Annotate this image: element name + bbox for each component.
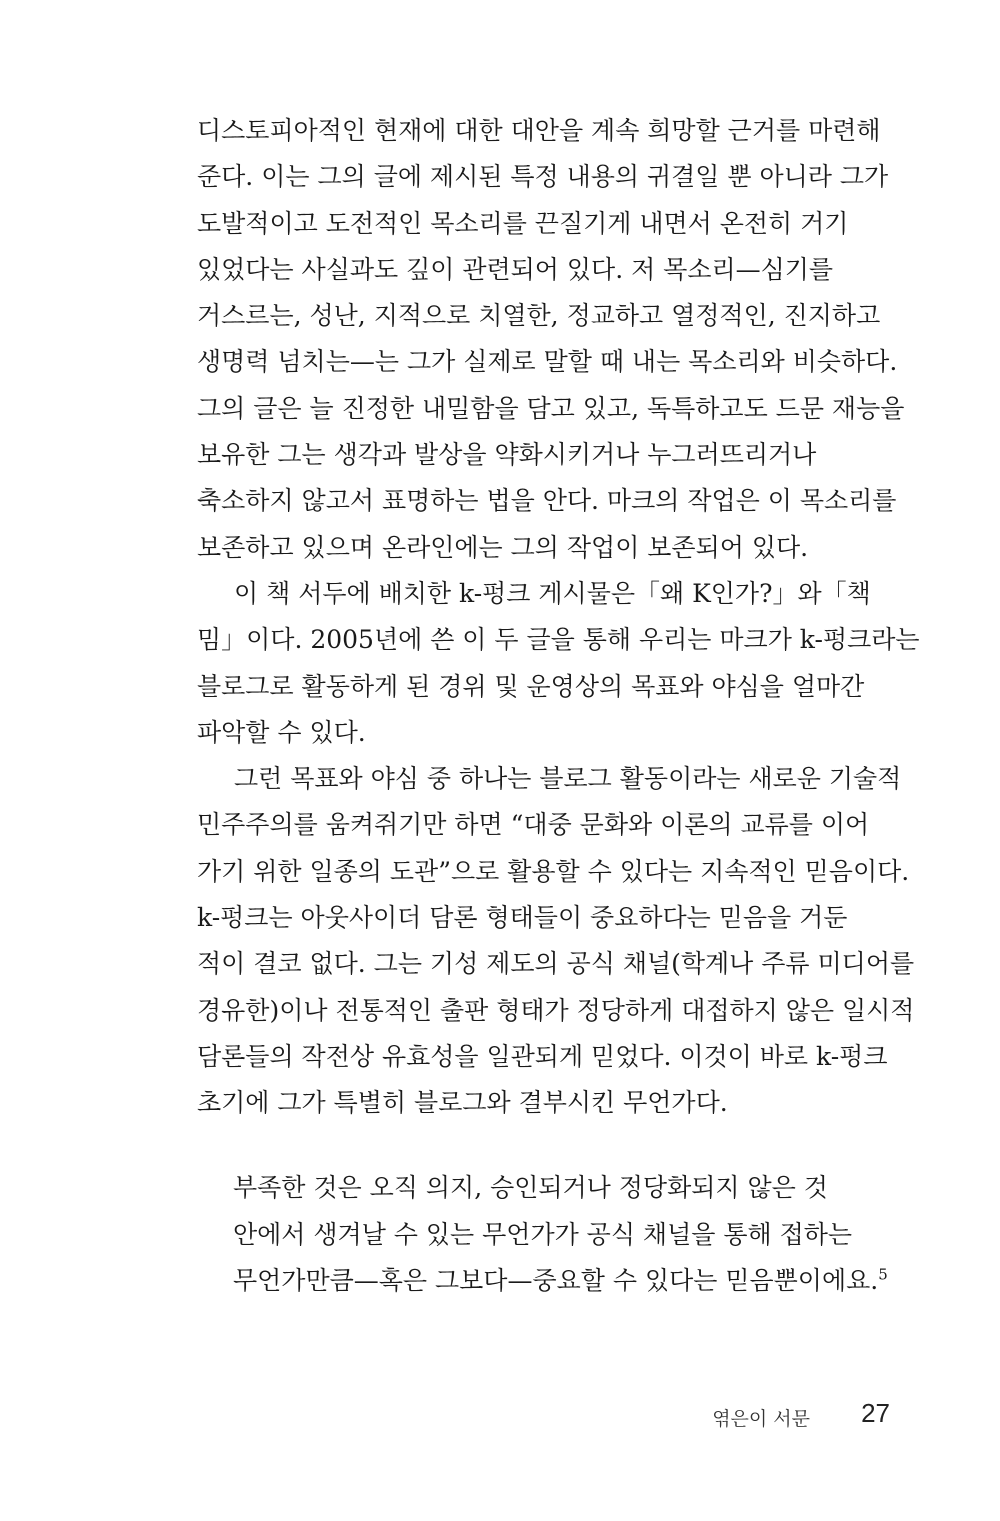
page-footer xyxy=(0,1398,1000,1438)
body-line: 초기에 그가 특별히 블로그와 결부시킨 무언가다. xyxy=(197,1088,728,1118)
body-line: 축소하지 않고서 표명하는 법을 안다. 마크의 작업은 이 목소리를 xyxy=(197,486,897,516)
body-line: 블로그로 활동하게 된 경위 및 운영상의 목표와 야심을 얼마간 xyxy=(197,671,865,701)
body-line: 도발적이고 도전적인 목소리를 끈질기게 내면서 온전히 거기 xyxy=(197,208,849,238)
body-line: 생명력 넘치는—는 그가 실제로 말할 때 내는 목소리와 비슷하다. xyxy=(197,347,898,377)
body-line: 적이 결코 없다. 그는 기성 제도의 공식 채널(학계나 주류 미디어를 xyxy=(197,949,915,979)
body-line: 거스르는, 성난, 지적으로 치열한, 정교하고 열정적인, 진지하고 xyxy=(197,301,881,331)
body-line: 파악할 수 있다. xyxy=(197,717,366,747)
body-line: 가기 위한 일종의 도관”으로 활용할 수 있다는 지속적인 믿음이다. xyxy=(197,856,910,886)
body-line: 경유한)이나 전통적인 출판 형태가 정당하게 대접하지 않은 일시적 xyxy=(197,995,915,1025)
footnote-marker[interactable]: 5 xyxy=(878,1265,888,1284)
body-line: k-펑크는 아웃사이더 담론 형태들이 중요하다는 믿음을 거둔 xyxy=(197,903,848,933)
page-number: 27 xyxy=(861,1398,890,1428)
quote-line: 부족한 것은 오직 의지, 승인되거나 정당화되지 않은 것 xyxy=(233,1173,828,1202)
quote-line-text: 무언가만큼—혹은 그보다—중요할 수 있다는 믿음뿐이에요. xyxy=(233,1266,879,1295)
body-text xyxy=(197,108,920,1127)
body-line: 보유한 그는 생각과 발상을 약화시키거나 누그러뜨리거나 xyxy=(197,440,817,470)
body-line: 있었다는 사실과도 깊이 관련되어 있다. 저 목소리—심기를 xyxy=(197,254,834,284)
body-line: 보존하고 있으며 온라인에는 그의 작업이 보존되어 있다. xyxy=(197,532,809,562)
body-line: 이 책 서두에 배치한 k-펑크 게시물은「왜 K인가?」와「책 xyxy=(234,578,871,608)
body-line: 담론들의 작전상 유효성을 일관되게 믿었다. 이것이 바로 k-펑크 xyxy=(197,1041,888,1071)
body-line: 밈」이다. 2005년에 쓴 이 두 글을 통해 우리는 마크가 k-펑크라는 xyxy=(197,625,920,655)
body-line: 준다. 이는 그의 글에 제시된 특정 내용의 귀결일 뿐 아니라 그가 xyxy=(197,162,889,192)
body-line: 디스토피아적인 현재에 대한 대안을 계속 희망할 근거를 마련해 xyxy=(197,116,881,145)
running-footer-title: 엮은이 서문 xyxy=(712,1408,810,1430)
block-quote xyxy=(233,1165,893,1305)
body-line: 민주주의를 움켜쥐기만 하면 “대중 문화와 이론의 교류를 이어 xyxy=(197,810,870,840)
body-line: 그의 글은 늘 진정한 내밀함을 담고 있고, 독특하고도 드문 재능을 xyxy=(197,393,905,423)
quote-line-last xyxy=(233,1258,893,1305)
body-line: 그런 목표와 야심 중 하나는 블로그 활동이라는 새로운 기술적 xyxy=(234,764,902,794)
quote-line: 안에서 생겨날 수 있는 무언가가 공식 채널을 통해 접하는 xyxy=(233,1219,853,1249)
